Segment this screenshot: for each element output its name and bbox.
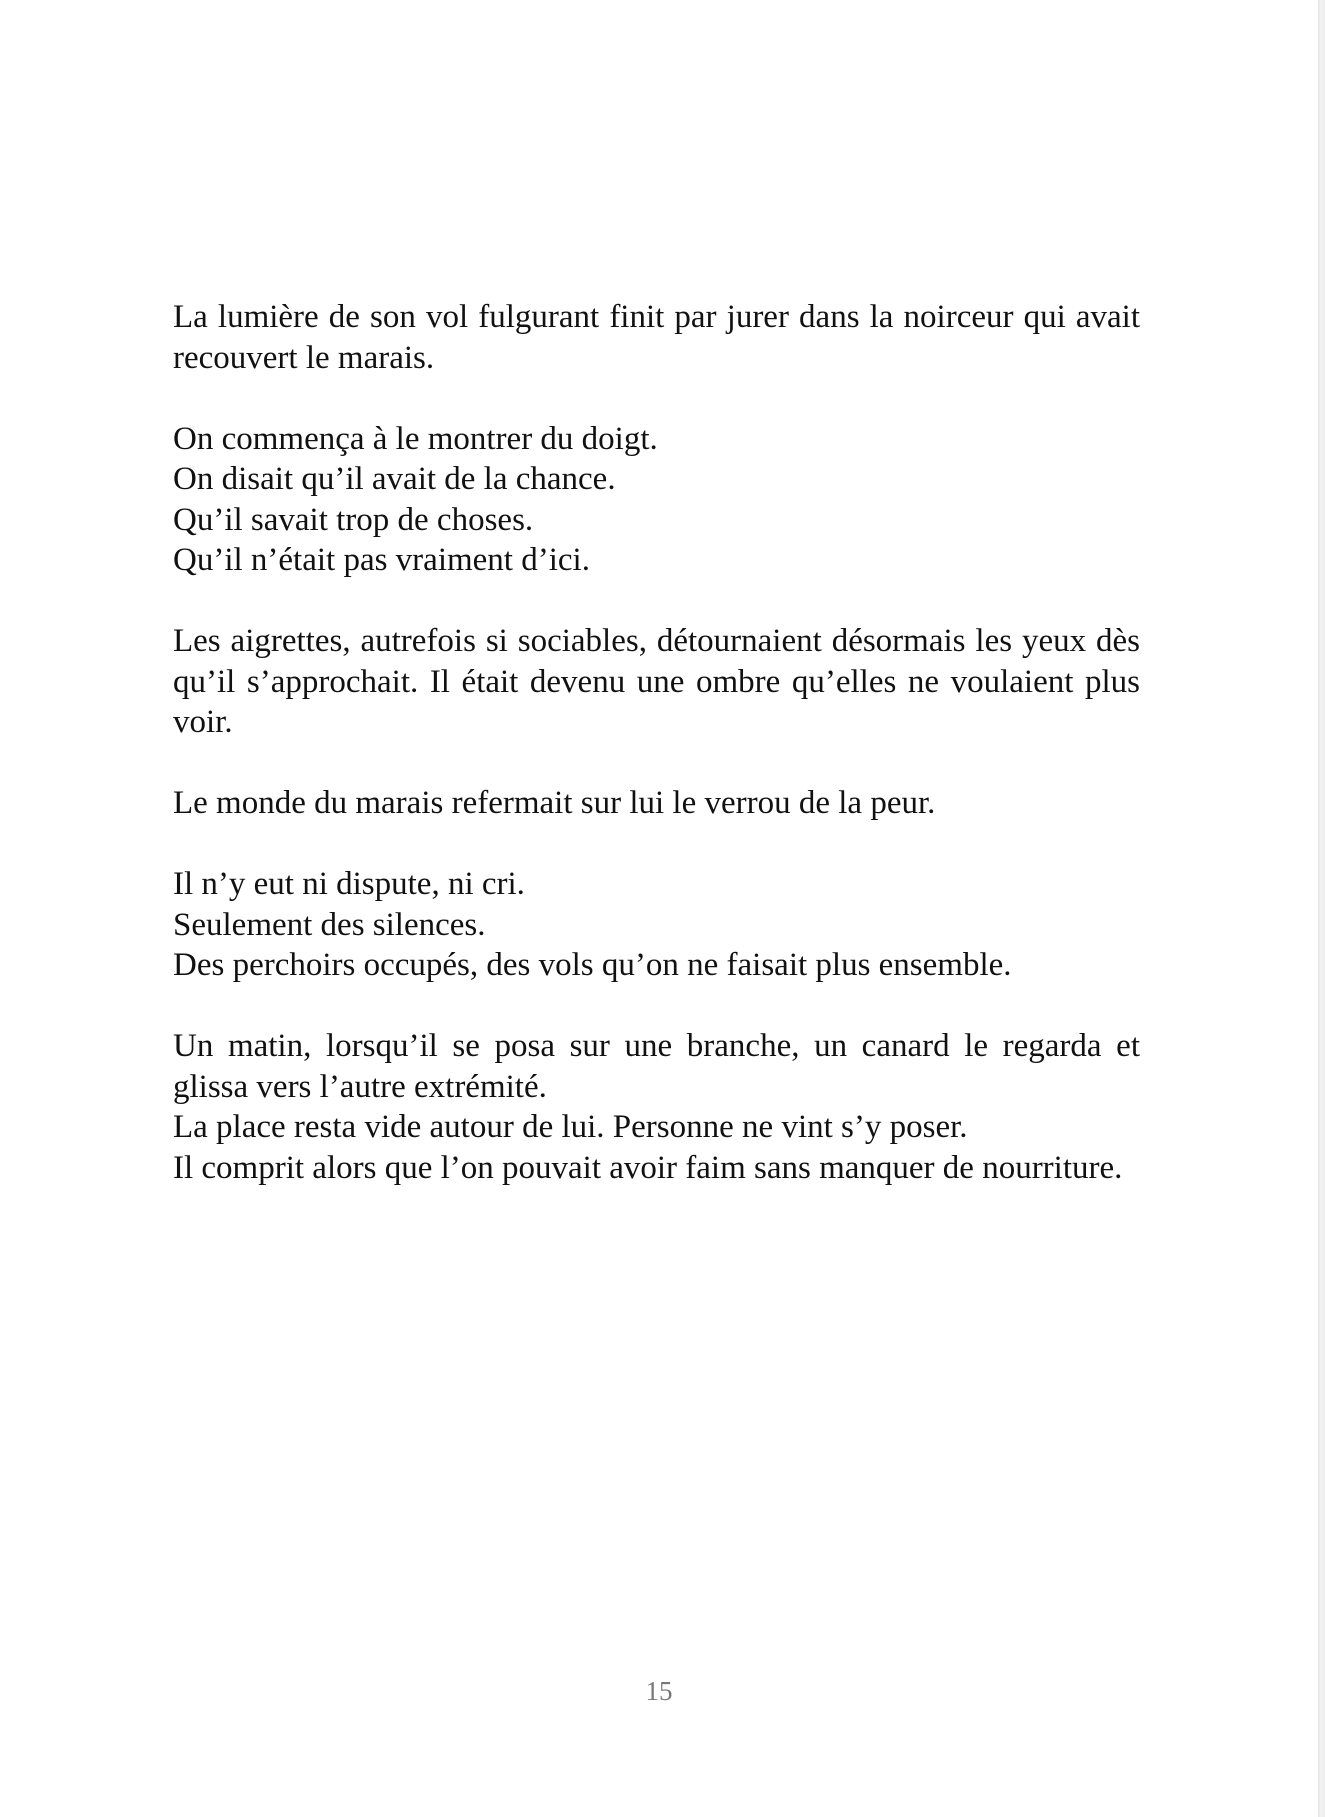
paragraph-line: Seulement des silences.: [173, 906, 486, 943]
paragraph-3: [173, 621, 1140, 743]
page-edge: [1318, 0, 1325, 1817]
paragraph-1: [173, 297, 1140, 378]
paragraph-line: Un matin, lorsqu’il se posa sur une branche, un canard le regarda et glissa vers l’autre extrémité.: [173, 1028, 1140, 1105]
paragraph-6: [173, 1026, 1140, 1188]
page-number: 15: [645, 1676, 673, 1706]
paragraph-line: Il comprit alors que l’on pouvait avoir faim sans manquer de nourriture.: [173, 1149, 1123, 1186]
paragraph-line: Qu’il n’était pas vraiment d’ici.: [173, 542, 590, 578]
paragraph-4: [173, 783, 1140, 824]
paragraph-line: Qu’il savait trop de choses.: [173, 501, 534, 538]
paragraph-5: [173, 864, 1140, 986]
paragraph-line: On disait qu’il avait de la chance.: [173, 461, 616, 497]
paragraph-text: Les aigrettes, autrefois si sociables, détournaient désormais les yeux dès qu’il s’approchait. Il était devenu une ombre qu’elles ne voulaient plus voir.: [173, 623, 1140, 740]
paragraph-line: Des perchoirs occupés, des vols qu’on ne faisait plus ensemble.: [173, 947, 1012, 983]
paragraph-line: Il n’y eut ni dispute, ni cri.: [173, 866, 525, 902]
paragraph-2: [173, 419, 1140, 581]
body-text: [173, 297, 1140, 1188]
paragraph-line: Le monde du marais refermait sur lui le verrou de la peur.: [173, 785, 936, 821]
paragraph-text: La lumière de son vol fulgurant finit par jurer dans la noirceur qui avait recouvert le marais.: [173, 299, 1140, 376]
paragraph-line: On commença à le montrer du doigt.: [173, 420, 658, 457]
paragraph-line: La place resta vide autour de lui. Personne ne vint s’y poser.: [173, 1109, 968, 1145]
